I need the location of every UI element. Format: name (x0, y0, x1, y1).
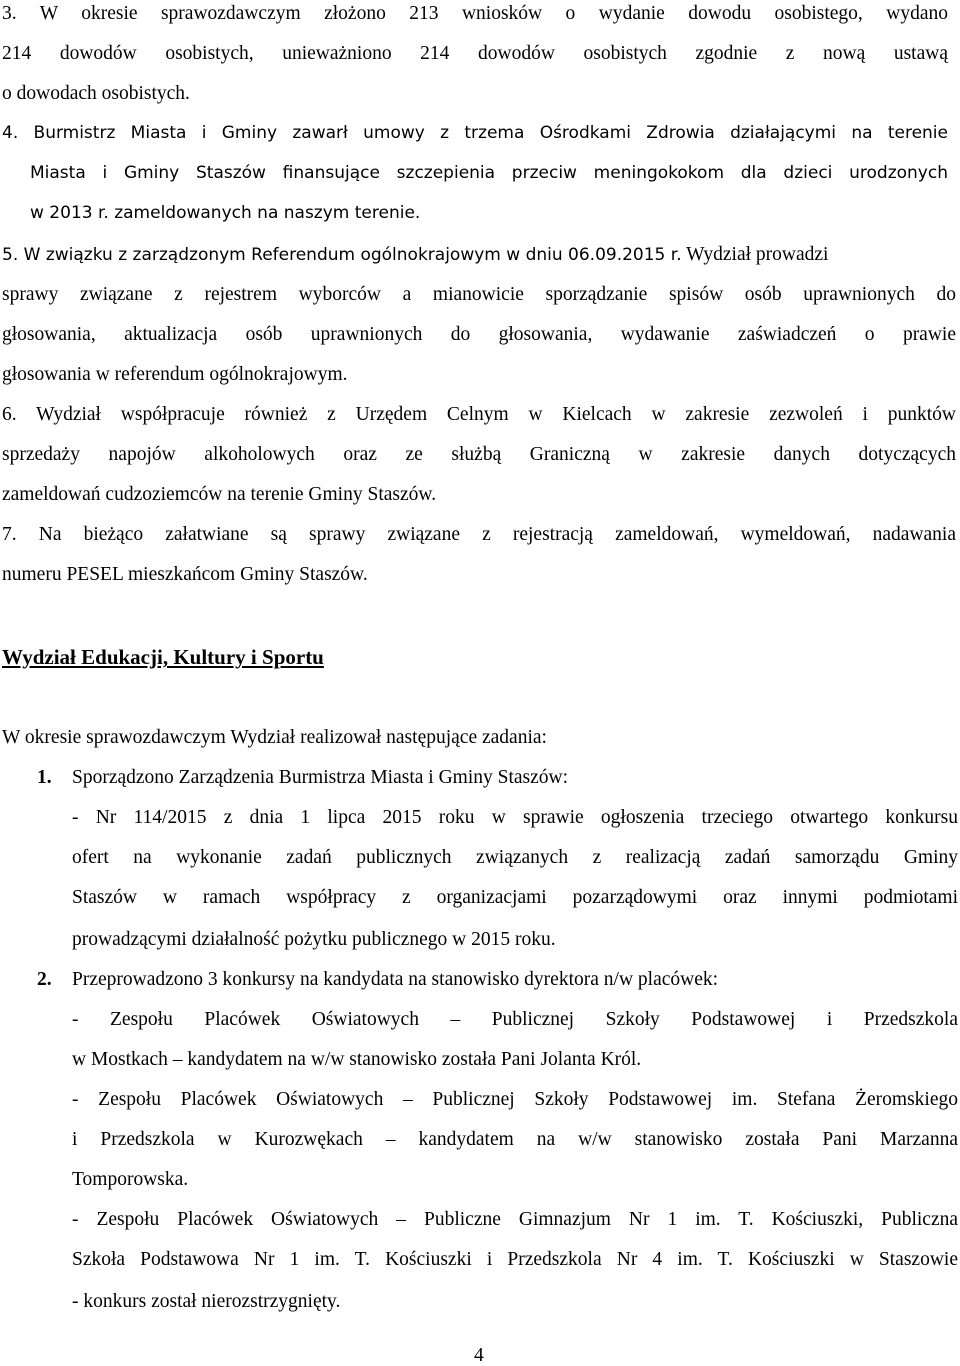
p6-line2: sprzedaży napojów alkoholowych oraz ze służbą Graniczną w zakresie danych dotyczących (2, 444, 956, 465)
item2-b-line2: i Przedszkola w Kurozwękach – kandydatem na w/w stanowisko została Pani Marzanna (72, 1129, 958, 1150)
section-intro: W okresie sprawozdawczym Wydział realizował następujące zadania: (2, 727, 547, 748)
item2-c-line1: - Zespołu Placówek Oświatowych – Publiczne Gimnazjum Nr 1 im. T. Kościuszki, Publiczna (72, 1209, 958, 1230)
item2-number: 2. (37, 969, 52, 990)
p7-line2: numeru PESEL mieszkańcom Gminy Staszów. (2, 564, 368, 585)
p5-line3: głosowania, aktualizacja osób uprawnionych do głosowania, wydawanie zaświadczeń o prawie (2, 324, 956, 345)
section-heading: Wydział Edukacji, Kultury i Sportu (2, 645, 324, 669)
item1-line3: Staszów w ramach współpracy z organizacjami pozarządowymi oraz innymi podmiotami (72, 887, 958, 908)
page-number: 4 (474, 1345, 484, 1366)
p3-line2: 214 dowodów osobistych, unieważniono 214 dowodów osobistych zgodnie z nową ustawą (2, 43, 948, 64)
item2-c-line3: - konkurs został nierozstrzygnięty. (72, 1291, 341, 1312)
item2-title: Przeprowadzono 3 konkursy na kandydata na stanowisko dyrektora n/w placówek: (72, 969, 719, 990)
item2-a-line1: - Zespołu Placówek Oświatowych – Publicznej Szkoły Podstawowej i Przedszkola (72, 1009, 958, 1030)
p4-line3: w 2013 r. zameldowanych na naszym terenie. (30, 203, 421, 223)
p3-line1: 3. W okresie sprawozdawczym złożono 213 wniosków o wydanie dowodu osobistego, wydano (2, 3, 948, 24)
item2-c-line2: Szkoła Podstawowa Nr 1 im. T. Kościuszki i Przedszkola Nr 4 im. T. Kościuszki w Staszowie (72, 1249, 958, 1270)
p5-line4: głosowania w referendum ogólnokrajowym. (2, 364, 348, 385)
p7-line1: 7. Na bieżąco załatwiane są sprawy związane z rejestracją zameldowań, wymeldowań, nadawania (2, 524, 956, 545)
p3-line3: o dowodach osobistych. (2, 83, 190, 104)
p4-line2: Miasta i Gminy Staszów finansujące szczepienia przeciw meningokokom dla dzieci urodzonych (30, 163, 948, 183)
item1-title: Sporządzono Zarządzenia Burmistrza Miasta i Gminy Staszów: (72, 767, 569, 788)
p6-line1: 6. Wydział współpracuje również z Urzędem Celnym w Kielcach w zakresie zezwoleń i punktów (2, 404, 956, 425)
item2-b-line1: - Zespołu Placówek Oświatowych – Publicznej Szkoły Podstawowej im. Stefana Żeromskiego (72, 1089, 958, 1110)
p5-line1-start: 5. W związku z zarządzonym Referendum ogólnokrajowym w dniu 06.09.2015 r. (2, 245, 682, 265)
p5-line1-end: Wydział prowadzi (686, 244, 829, 265)
item2-b-line3: Tomporowska. (72, 1169, 189, 1190)
item1-line4: prowadzącymi działalność pożytku publicznego w 2015 roku. (72, 929, 556, 950)
p5-line1 (2, 245, 828, 265)
item1-number: 1. (37, 767, 52, 788)
item2-a-line2: w Mostkach – kandydatem na w/w stanowisko została Pani Jolanta Król. (72, 1049, 642, 1070)
item1-line2: ofert na wykonanie zadań publicznych związanych z realizacją zadań samorządu Gminy (72, 847, 958, 868)
p6-line3: zameldowań cudzoziemców na terenie Gminy Staszów. (2, 484, 437, 505)
item1-line1: - Nr 114/2015 z dnia 1 lipca 2015 roku w sprawie ogłoszenia trzeciego otwartego konkursu (72, 807, 958, 828)
p5-line2: sprawy związane z rejestrem wyborców a mianowicie sporządzanie spisów osób uprawnionych do (2, 284, 956, 305)
p4-line1: 4. Burmistrz Miasta i Gminy zawarł umowy z trzema Ośrodkami Zdrowia działającymi na terenie (2, 123, 948, 143)
